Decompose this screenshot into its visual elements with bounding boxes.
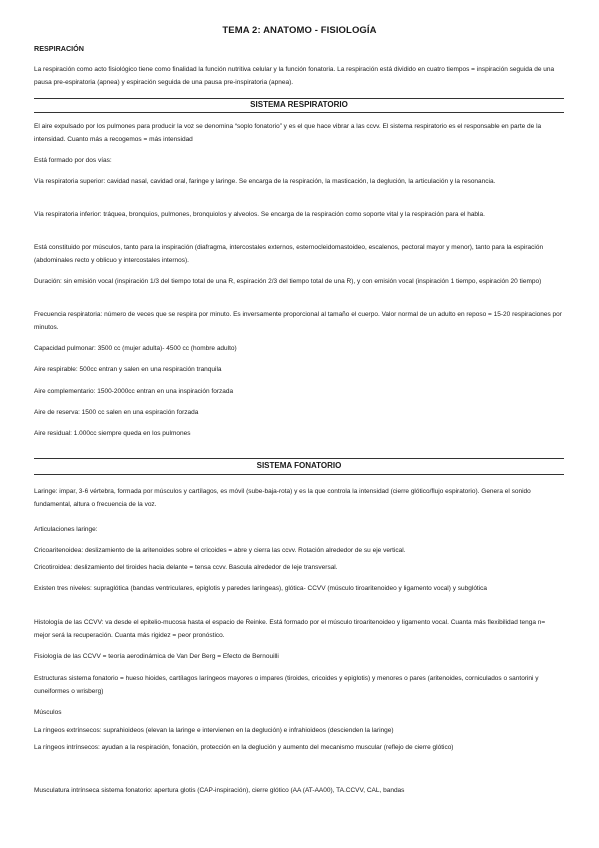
fonatorio-paragraph: La ríngeos extrínsecos: suprahioideos (elevan la laringe e intervienen en la deglución) e infrahioideos (descienden la laringe) [34,727,394,734]
respiratorio-paragraph: Aire complementario: 1500-2000cc entran en una inspiración forzada [34,388,234,395]
fonatorio-paragraph: Articulaciones laringe: [34,526,98,533]
fonatorio-paragraph: Fisiología de las CCVV = teoría aerodinámica de Van Der Berg = Efecto de Bernouilli [34,653,279,660]
fonatorio-paragraph: Existen tres niveles: supraglótica (bandas ventriculares, epiglotis y paredes laríngeas), glótica- CCVV (músculo tiroaritenoideo y ligamento vocal) y subglótica [34,585,488,592]
respiracion-intro: La respiración como acto fisiológico tiene como finalidad la función nutritiva celular y la función fonatoria. La respiración está dividido en cuatro tiempos = inspiración seguida de una pausa pre-espiratoria (apnea) y espiración seguida de una pausa pre-inspiratoria (apnea). [34,66,555,86]
fonatorio-paragraph: Histología de las CCVV: va desde el epitelio-mucosa hasta el espacio de Reinke. Está formado por el músculo tiroaritenoideo y ligamento vocal. Cuanta más flexibilidad tenga n= mejor será la recuperación. Cuanta más rigidez = peor pronóstico. [34,619,546,639]
fonatorio-paragraph: Musculatura intrínseca sistema fonatorio: apertura glotis (CAP-inspiración), cierre glótico (AA (AT-AA00), TA.CCVV, CAL, bandas [34,787,405,794]
respiratorio-paragraph: Está formado por dos vías: [34,157,112,164]
respiratorio-paragraph: Aire residual: 1.000cc siempre queda en los pulmones [34,430,191,437]
fonatorio-paragraph: Músculos [34,709,62,716]
page-title: TEMA 2: ANATOMO - FISIOLOGÍA [222,25,377,36]
fonatorio-paragraph: Cricotiroidea: deslizamiento del tiroides hacia delante = tensa ccvv. Bascula alrededor de leje transversal. [34,564,338,571]
respiratorio-paragraph: Vía respiratoria inferior: tráquea, bronquios, pulmones, bronquiolos y alveolos. Se encarga de la respiración como soporte vital y la respiración para el habla. [34,211,485,218]
fonatorio-paragraph: Cricoaritenoidea: deslizamiento de la aritenoides sobre el cricoides = abre y cierra las ccvv. Rotación alrededor de su eje vertical. [34,547,406,554]
heading-sistema-fonatorio: SISTEMA FONATORIO [256,461,342,470]
respiratorio-paragraph: El aire expulsado por los pulmones para producir la voz se denomina “soplo fonatorio” y es el que hace vibrar a las ccvv. El sistema respiratorio es el responsable en parte de la intensidad. Cuanto más a recogemos = más intensidad [34,123,542,143]
heading-respiracion: RESPIRACIÓN [34,44,84,53]
respiratorio-paragraph: Está constituido por músculos, tanto para la inspiración (diafragma, intercostales externos, esternocleidomastoideo, escalenos, pectoral mayor y menor), tanto para la espiración (abdominales recto y oblicuo y intercostales internos). [34,244,544,264]
heading-sistema-respiratorio: SISTEMA RESPIRATORIO [250,100,348,109]
respiratorio-paragraph: Capacidad pulmonar: 3500 cc (mujer adulta)- 4500 cc (hombre adulto) [34,345,237,352]
section-rule-bottom [34,112,564,113]
respiratorio-paragraph: Aire de reserva: 1500 cc salen en una espiración forzada [34,409,199,416]
section-rule-top [34,98,564,99]
fonatorio-paragraph: La ríngeos intrínsecos: ayudan a la respiración, fonación, protección en la deglución y aumento del mecanismo muscular (reflejo de cierre glótico) [34,744,454,751]
respiratorio-paragraph: Vía respiratoria superior: cavidad nasal, cavidad oral, faringe y laringe. Se encarga de la respiración, la masticación, la deglución, la articulación y la resonancia. [34,178,496,185]
section-rule-top [34,458,564,459]
fonatorio-paragraph: Estructuras sistema fonatorio = hueso hioides, cartílagos laríngeos mayores o impares (tiroides, cricoides y epiglotis) y menores o pares (aritenoides, corniculados o santorini y cuneiformes o wrisberg) [34,675,539,695]
respiratorio-paragraph: Duración: sin emisión vocal (inspiración 1/3 del tiempo total de una R, espiración 2/3 del tiempo total de una R), y con emisión vocal (inspiración 1 tiempo, espiración 20 tiempo) [34,278,542,285]
fonatorio-paragraph: Laringe: impar, 3-6 vértebra, formada por músculos y cartílagos, es móvil (sube-baja-rota) y es la que controla la intensidad (cierre glótico/flujo espiratorio). Genera el sonido fundamental, altura o frecuencia de la voz. [34,488,531,508]
respiratorio-paragraph: Frecuencia respiratoria: número de veces que se respira por minuto. Es inversamente proporcional al tamaño el cuerpo. Valor normal de un adulto en reposo = 15-20 respiraciones por minutos. [34,311,562,331]
section-rule-bottom [34,474,564,475]
respiratorio-paragraph: Aire respirable: 500cc entran y salen en una respiración tranquila [34,366,222,373]
